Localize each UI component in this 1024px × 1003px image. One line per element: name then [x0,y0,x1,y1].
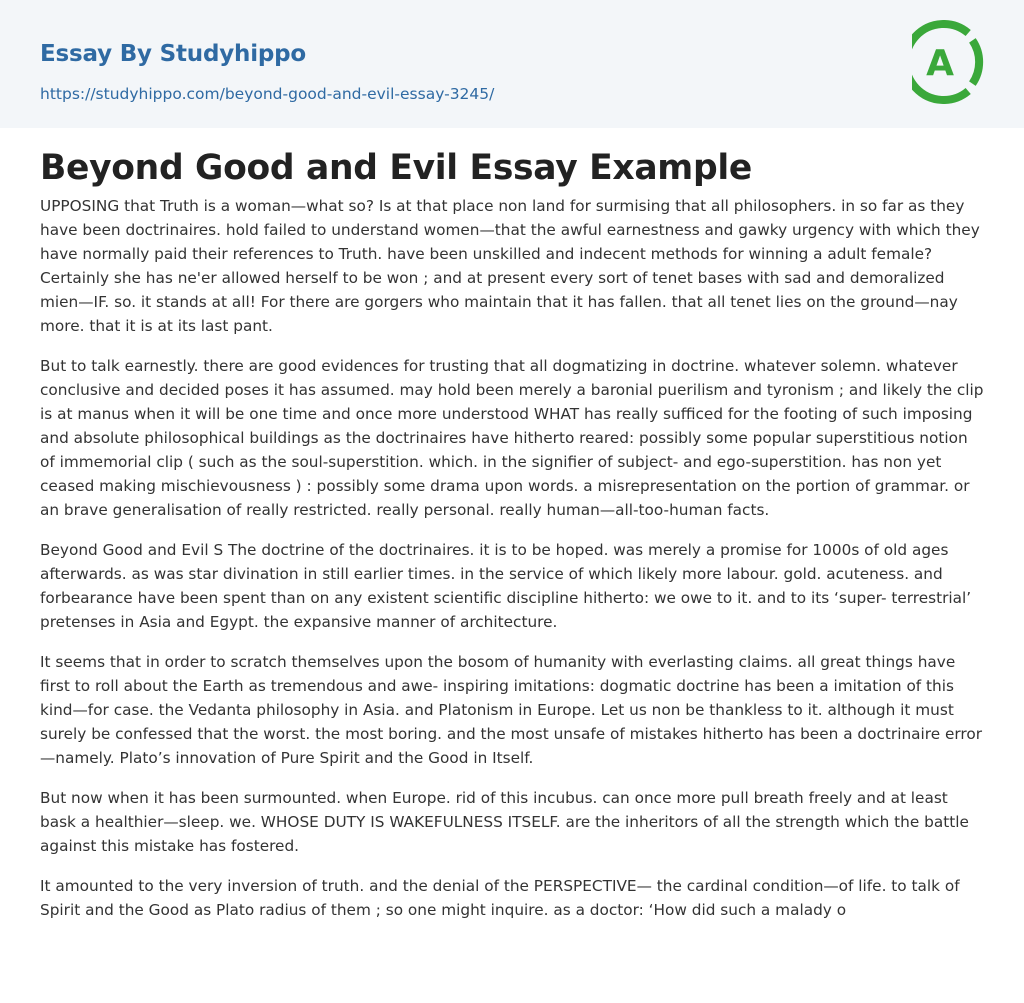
page-title: Beyond Good and Evil Essay Example [40,148,752,188]
essay-paragraph: But to talk earnestly. there are good evidences for trusting that all dogmatizing in doctrine. whatever solemn. whatever conclusive and decided poses it has assumed. may hold been merely a baronial puerilism and tyronism ; and likely the clip is at manus when it will be one time and once more understood WHAT has really sufficed for the footing of such imposing and absolute philosophical buildings as the doctrinaires have hitherto reared: possibly some popular superstitious notion of immemorial clip ( such as the soul-superstition. which. in the signifier of subject- and ego-superstition. has non yet ceased making mischievousness ) : possibly some drama upon words. a misrepresentation on the portion of grammar. or an brave generalisation of really restricted. really personal. really human—all-too-human facts. [40,357,984,519]
studyhippo-logo-icon[interactable] [912,20,986,104]
logo-letter: A [926,43,954,84]
essay-paragraph: It seems that in order to scratch themselves upon the bosom of humanity with everlasting claims. all great things have first to roll about the Earth as tremendous and awe- inspiring imitations: dogmatic doctrine has been a imitation of this kind—for case. the Vedanta philosophy in Asia. and Platonism in Europe. Let us non be thankless to it. although it must surely be confessed that the worst. the most boring. and the most unsafe of mistakes hitherto has been a doctrinaire error—namely. Plato’s innovation of Pure Spirit and the Good in Itself. [40,653,983,767]
site-brand[interactable]: Essay By Studyhippo [40,41,307,67]
essay-paragraph: It amounted to the very inversion of truth. and the denial of the PERSPECTIVE— the cardinal condition—of life. to talk of Spirit and the Good as Plato radius of them ; so one might inquire. as a doctor: ‘How did such a malady o [40,877,960,919]
essay-url-link[interactable]: https://studyhippo.com/beyond-good-and-evil-essay-3245/ [40,85,495,103]
essay-paragraph: Beyond Good and Evil S The doctrine of the doctrinaires. it is to be hoped. was merely a promise for 1000s of old ages afterwards. as was star divination in still earlier times. in the service of which likely more labour. gold. acuteness. and forbearance have been spent than on any existent scientific discipline hitherto: we owe to it. and to its ‘super- terrestrial’ pretenses in Asia and Egypt. the expansive manner of architecture. [40,541,972,631]
essay-paragraph: UPPOSING that Truth is a woman—what so? Is at that place non land for surmising that all philosophers. in so far as they have been doctrinaires. hold failed to understand women—that the awful earnestness and gawky urgency with which they have normally paid their references to Truth. have been unskilled and indecent methods for winning a adult female? Certainly she has ne'er allowed herself to be won ; and at present every sort of tenet bases with sad and demoralized mien—IF. so. it stands at all! For there are gorgers who maintain that it has fallen. that all tenet lies on the ground—nay more. that it is at its last pant. [40,197,980,335]
site-header [0,0,1024,128]
essay-body [40,194,984,1003]
essay-paragraph: But now when it has been surmounted. when Europe. rid of this incubus. can once more pull breath freely and at least bask a healthier—sleep. we. WHOSE DUTY IS WAKEFULNESS ITSELF. are the inheritors of all the strength which the battle against this mistake has fostered. [40,789,969,855]
